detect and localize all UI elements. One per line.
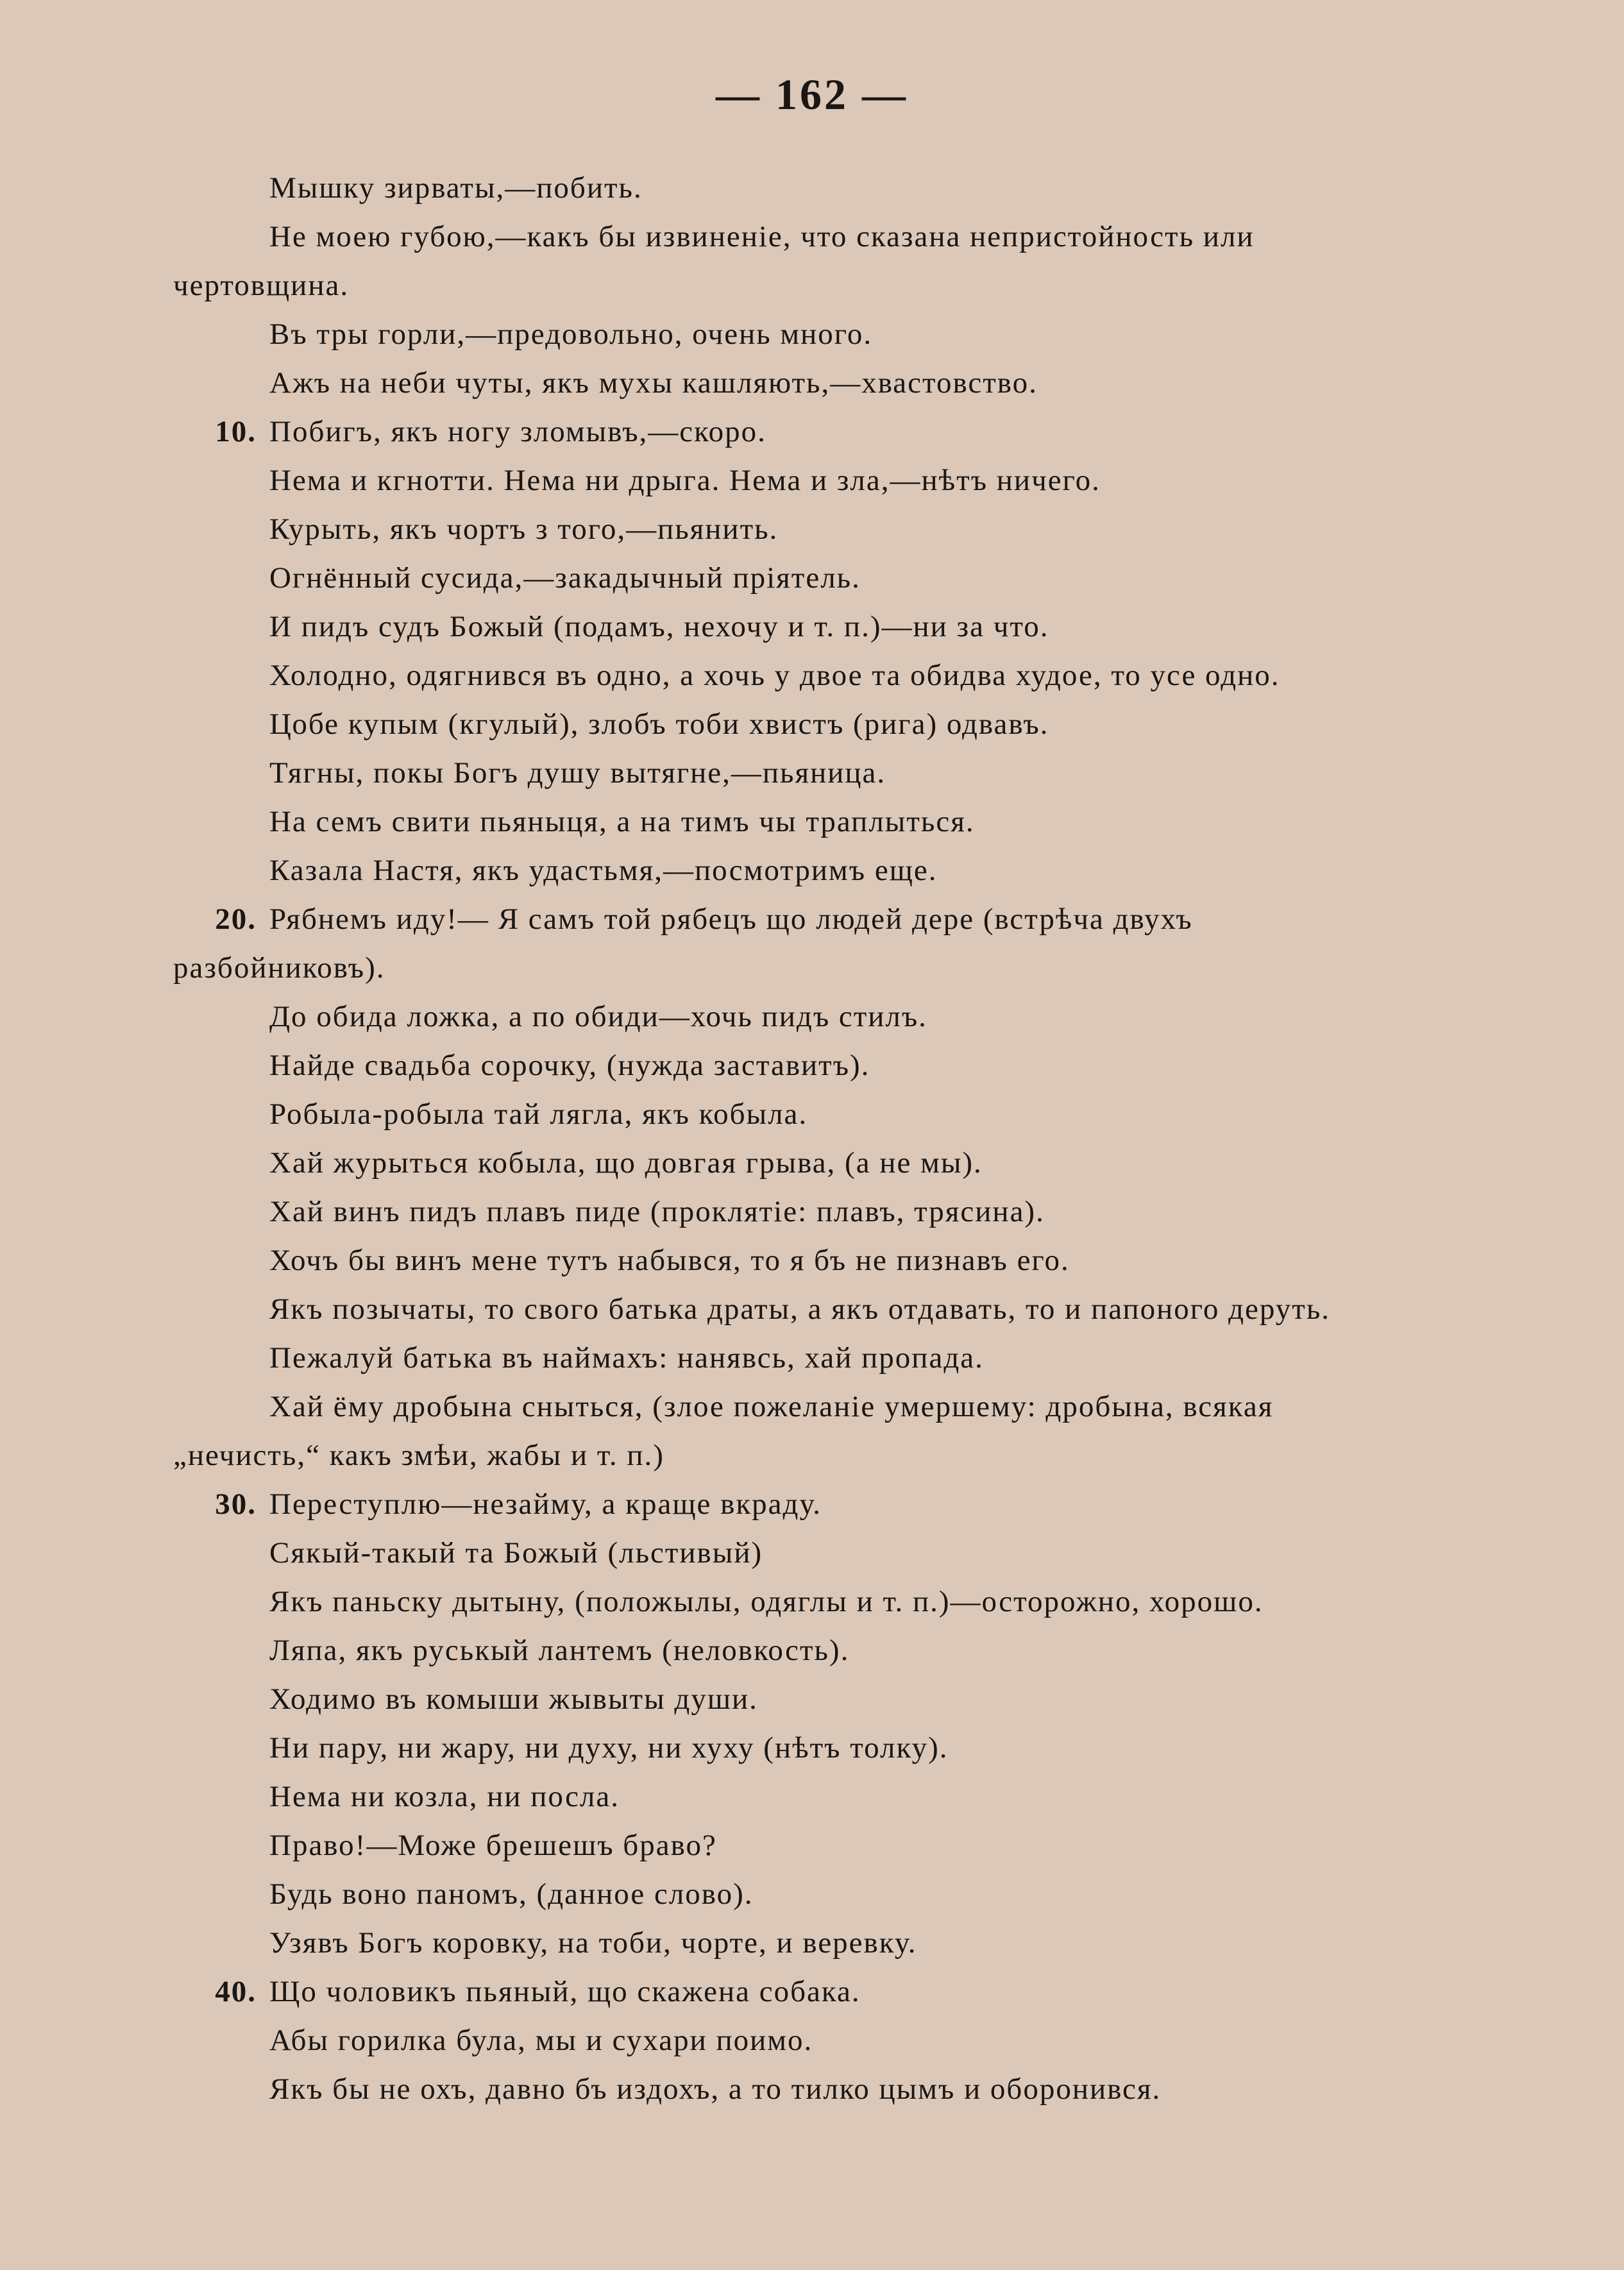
text-line [173, 1382, 1462, 1431]
page-number: — 162 — [716, 70, 908, 119]
line-text: Хай журыться кобыла, що довгая грыва, (а не мы). [269, 1146, 983, 1180]
text-line [173, 505, 1462, 554]
line-text: Тягны, покы Богъ душу вытягне,—пьяница. [269, 756, 886, 790]
line-text: разбойниковъ). [173, 951, 385, 985]
text-line [173, 846, 1462, 895]
line-text: Що чоловикъ пьяный, що скажена собака. [269, 1975, 861, 2008]
text-line [173, 1870, 1462, 1918]
text-line [173, 554, 1462, 602]
line-text: Будь воно паномъ, (данное слово). [269, 1877, 754, 1911]
text-line [173, 212, 1462, 261]
line-text: Хай ёму дробына сныться, (злое пожеланіе умершему: дробына, всякая [269, 1390, 1274, 1423]
line-text: Нема и кгнотти. Нема ни дрыга. Нема и зла,—нѣтъ ничего. [269, 464, 1101, 497]
text-line [173, 456, 1462, 505]
line-text: Сякый-такый та Божый (льстивый) [269, 1536, 763, 1570]
line-text: Право!—Може брешешъ браво? [269, 1829, 717, 1862]
line-text: Якъ паньску дытыну, (положылы, одяглы и т. п.)—осторожно, хорошо. [269, 1585, 1264, 1618]
text-line [173, 310, 1462, 359]
line-text: Якъ бы не охъ, давно бъ издохъ, а то тилко цымъ и оборонився. [269, 2072, 1162, 2106]
line-text: Ходимо въ комыши жывыты души. [269, 1682, 758, 1716]
line-text: До обида ложка, а по обиди—хочь пидъ стилъ. [269, 1000, 927, 1033]
line-text: Холодно, одягнився въ одно, а хочь у двое та обидва худое, то усе одно. [269, 659, 1280, 692]
line-text: Ляпа, якъ руськый лантемъ (неловкость). [269, 1634, 850, 1667]
line-text: Ни пару, ни жару, ни духу, ни хуху (нѣтъ толку). [269, 1731, 949, 1765]
text-line [173, 749, 1462, 797]
line-text: Якъ позычаты, то свого батька драты, а якъ отдавать, то и папоного деруть. [269, 1292, 1331, 1326]
line-text: Побигъ, якъ ногу зломывъ,—скоро. [269, 415, 766, 448]
text-line [173, 2016, 1462, 2065]
text-line [173, 1821, 1462, 1870]
line-text: Мышку зирваты,—побить. [269, 171, 643, 205]
text-line [173, 1577, 1462, 1626]
text-line [173, 1041, 1462, 1090]
line-number: 30. [215, 1487, 257, 1521]
text-line [173, 359, 1462, 407]
line-text: Нема ни козла, ни посла. [269, 1780, 620, 1813]
line-text: „нечисть,“ какъ змѣи, жабы и т. п.) [173, 1439, 664, 1472]
text-line [173, 1772, 1462, 1821]
text-line [173, 1139, 1462, 1187]
line-text: Рябнемъ иду!— Я самъ той рябецъ що людей дере (встрѣча двухъ [269, 902, 1193, 936]
text-line [173, 2065, 1462, 2113]
text-line [173, 1431, 1462, 1480]
line-text: Хай винъ пидъ плавъ пиде (проклятіе: плавъ, трясина). [269, 1195, 1045, 1228]
text-line [173, 1090, 1462, 1139]
text-line [173, 1334, 1462, 1382]
text-line [173, 992, 1462, 1041]
text-line [173, 602, 1462, 651]
line-text: Найде свадьба сорочку, (нужда заставитъ). [269, 1049, 870, 1082]
text-line [173, 164, 1462, 212]
text-line [173, 261, 1462, 310]
text-line [173, 895, 1462, 944]
line-number: 10. [215, 415, 257, 448]
text-line [173, 651, 1462, 700]
line-text: Робыла-робыла тай лягла, якъ кобыла. [269, 1097, 808, 1131]
text-line [173, 1918, 1462, 1967]
line-text: Цобе купым (кгулый), злобъ тоби хвистъ (рига) одвавъ. [269, 707, 1049, 741]
line-number: 40. [215, 1975, 257, 2008]
text-line [173, 1480, 1462, 1529]
text-line [173, 1236, 1462, 1285]
text-line [173, 1626, 1462, 1675]
text-line [173, 1675, 1462, 1724]
text-line [173, 1285, 1462, 1334]
line-text: чертовщина. [173, 269, 350, 302]
line-text: Казала Настя, якъ удастьмя,—посмотримъ еще. [269, 854, 938, 887]
line-text: На семъ свити пьяныця, а на тимъ чы траплыться. [269, 805, 975, 838]
text-line [173, 797, 1462, 846]
line-text: Узявъ Богъ коровку, на тоби, чорте, и веревку. [269, 1926, 917, 1960]
line-text: Ажъ на неби чуты, якъ мухы кашляють,—хвастовство. [269, 366, 1038, 400]
line-text: Пежалуй батька въ наймахъ: нанявсь, хай пропада. [269, 1341, 984, 1375]
text-line [173, 944, 1462, 992]
line-number: 20. [215, 902, 257, 936]
proverbs-text-block [173, 164, 1462, 2113]
line-text: Хочъ бы винъ мене тутъ набывся, то я бъ не пизнавъ его. [269, 1244, 1070, 1277]
text-line [173, 1724, 1462, 1772]
line-text: Огнённый сусида,—закадычный пріятель. [269, 561, 861, 595]
text-line [173, 407, 1462, 456]
line-text: Абы горилка була, мы и сухари поимо. [269, 2024, 813, 2057]
line-text: Въ тры горли,—предовольно, очень много. [269, 318, 873, 351]
text-line [173, 1529, 1462, 1577]
line-text: Не моею губою,—какъ бы извиненіе, что сказана непристойность или [269, 220, 1255, 253]
text-line [173, 1187, 1462, 1236]
text-line [173, 1967, 1462, 2016]
line-text: Переступлю—незайму, а краще вкраду. [269, 1487, 822, 1521]
line-text: Курыть, якъ чортъ з того,—пьянить. [269, 512, 779, 546]
text-line [173, 700, 1462, 749]
line-text: И пидъ судъ Божый (подамъ, нехочу и т. п.)—ни за что. [269, 610, 1049, 643]
